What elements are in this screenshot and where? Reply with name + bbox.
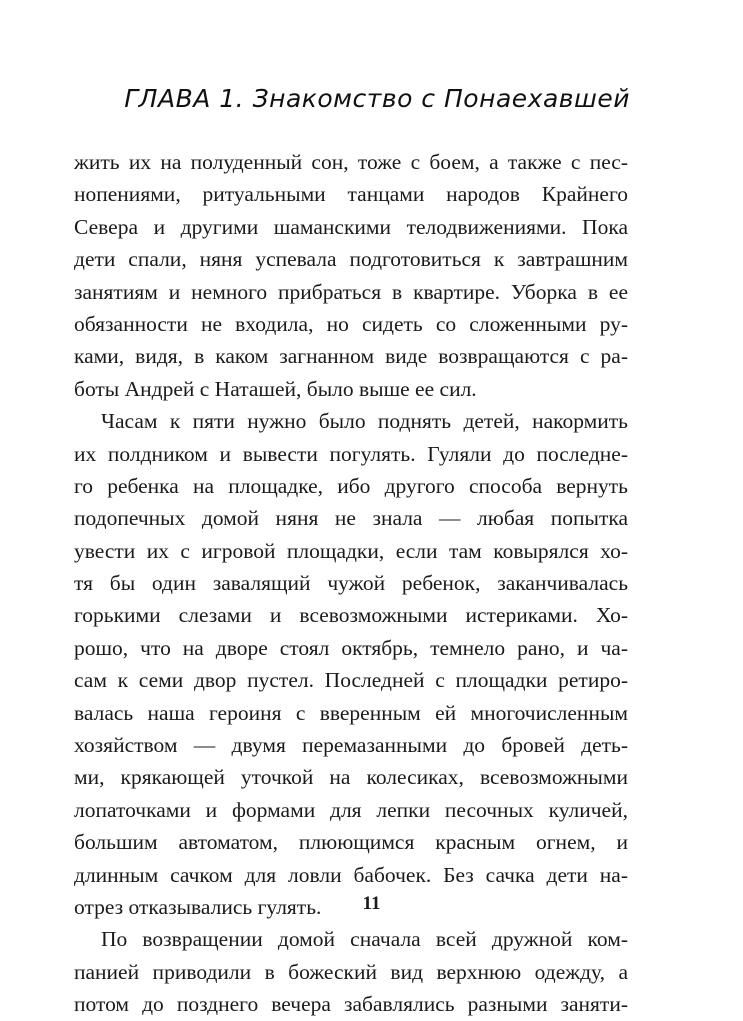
text-line: сам к семи двор пустел. Последней с площадки ретиро- [74,668,628,693]
text-line: их полдником и вывести погулять. Гуляли до последне- [74,441,628,466]
text-line: панией приводили в божеский вид верхнюю одежду, а [74,959,628,984]
text-line: Севера и другими шаманскими телодвижениями. Пока [74,214,628,239]
text-line: По возвращении домой сначала всей дружной ком- [101,927,628,952]
paragraph [74,923,628,1020]
text-line: рошо, что на дворе стоял октябрь, темнело рано, и ча- [74,635,628,660]
chapter-title: ГЛАВА 1. Знакомство с Понаехавшей [124,84,630,113]
text-line: боты Андрей с Наташей, было выше ее сил. [74,376,477,401]
running-header [124,84,630,113]
text-line: большим автоматом, плюющимся красным огнем, и [74,830,628,855]
text-line: тя бы один завалящий чужой ребенок, заканчивалась [74,571,628,596]
paragraph [74,146,628,405]
text-line: ками, видя, в каком загнанном виде возвращаются с ра- [74,344,628,369]
text-line: отрез отказывались гулять. [74,894,322,919]
text-line: нопениями, ритуальными танцами народов Крайнего [74,182,628,207]
text-line: увести их с игровой площадки, если там ковырялся хо- [74,538,628,563]
text-line: хозяйством — двумя перемазанными до бровей деть- [74,733,628,758]
text-line: ми, крякающей уточкой на колесиках, всевозможными [74,765,628,790]
page-number: 11 [362,893,381,914]
text-line: обязанности не входила, но сидеть со сложенными ру- [74,311,628,336]
text-line: Часам к пяти нужно было поднять детей, накормить [101,409,628,434]
body-text [74,146,628,1021]
text-line: лопаточками и формами для лепки песочных куличей, [74,797,628,822]
text-line: валась наша героиня с вверенным ей многочисленным [74,700,628,725]
text-line: длинным сачком для ловли бабочек. Без сачка дети на- [74,862,628,887]
text-line: го ребенка на площадке, ибо другого способа вернуть [74,473,628,498]
text-line: жить их на полуденный сон, тоже с боем, а также с пес- [74,150,628,174]
text-line: дети спали, няня успевала подготовиться к завтрашним [74,247,628,272]
text-line: горькими слезами и всевозможными истериками. Хо- [74,603,628,628]
text-line: подопечных домой няня не знала — любая попытка [74,506,628,531]
text-line: занятиям и немного прибраться в квартире. Уборка в ее [74,279,628,304]
paragraph [74,405,628,923]
text-line: потом до позднего вечера забавлялись разными заняти- [74,992,628,1017]
